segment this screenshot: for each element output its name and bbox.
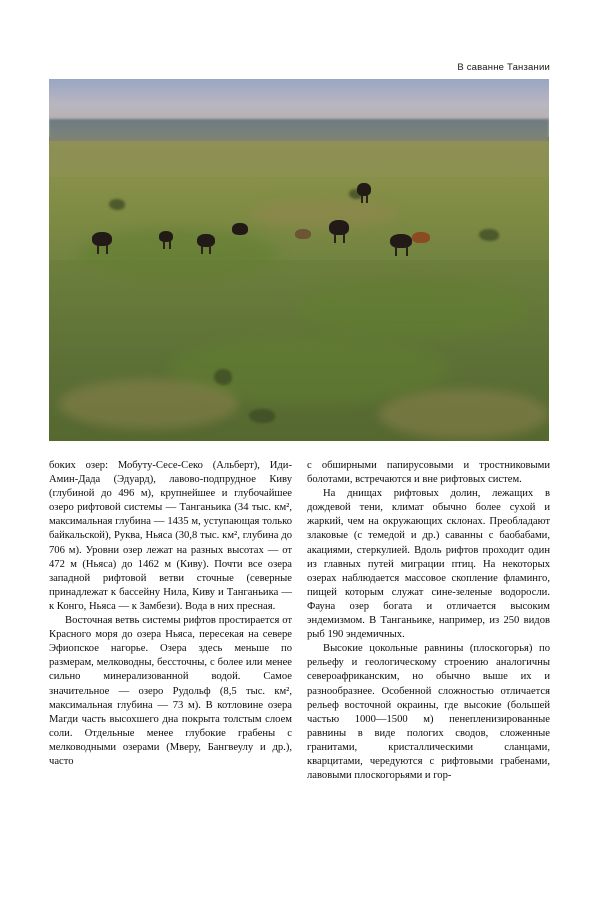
photo-animal-leg — [209, 246, 211, 254]
photo-animal-leg — [395, 247, 397, 256]
photo-bush — [214, 369, 232, 385]
savanna-photo — [49, 79, 549, 441]
photo-animal — [412, 232, 430, 243]
photo-animal — [390, 234, 412, 248]
photo-animal — [197, 234, 215, 247]
photo-animal-leg — [343, 234, 345, 243]
photo-animal-leg — [366, 195, 368, 203]
photo-bush — [109, 199, 125, 210]
paragraph: с обширными папирусовыми и тростниковыми болотами, встречаются и вне рифтовых систем. — [307, 460, 550, 486]
photo-animal-leg — [163, 241, 165, 249]
body-column-right — [307, 459, 550, 783]
figure-caption: В саванне Танзании — [457, 62, 550, 73]
paragraph: Высокие цокольные равнины (плоскогорья) по рельефу и геологическому строению аналогичны североафриканским, но обычно выше их и разнообразнее. Особенной сложностью отличается рельеф восточной окраины, где высокие (большей частью 1000—1500 м) пенепленизированные равнины в виде пологих сводов, сложенные гранитами, кристаллическими сланцами, кварцитами, чередуются с рифтовыми грабенами, лавовыми плоскогорьями и гор- — [307, 643, 550, 782]
photo-animal — [329, 220, 349, 235]
photo-animal-leg — [169, 241, 171, 249]
photo-grass-patch — [299, 279, 529, 339]
photo-animal-leg — [361, 195, 363, 203]
photo-animal-leg — [406, 247, 408, 256]
photo-dirt-patch — [379, 389, 549, 439]
photo-animal-leg — [334, 234, 336, 243]
photo-bush — [479, 229, 499, 241]
photo-animal-leg — [106, 245, 108, 254]
body-column-left — [49, 459, 292, 769]
paragraph: На днищах рифтовых долин, лежащих в дождевой тени, климат обычно более сухой и жаркий, чем на окружающих склонах. Преобладают злаковые (с темедой и др.) саванны с баобабами, акациями, стеркулией. Вдоль рифтов проходит один из главных путей миграции птиц. На некоторых озерах наблюдается массовое скопление фламинго, пищей которым служат сине-зеленые водоросли. Фауна озер богата и отличается высоким эндемизмом. В Танганьике, например, из 250 видов рыб 190 эндемичных. — [307, 488, 550, 641]
photo-animal — [232, 223, 248, 235]
photo-animal — [295, 229, 311, 239]
photo-dirt-patch — [59, 379, 239, 429]
photo-animal — [357, 183, 371, 196]
paragraph: Восточная ветвь системы рифтов простирается от Красного моря до озера Ньяса, пересекая на севере Эфиопское нагорье. Озера здесь меньше по размерам, мелководны, бессточны, с более или менее сильно минерализованной водой. Самое значительное — озеро Рудольф (8,5 тыс. км², максимальная глубина — 73 м). В котловине озера Магди часть высохшего дна покрыта толстым слоем соли. Отдельные менее глубокие грабены с мелководными озерами (Мверу, Бангвеулу и др.), часто — [49, 615, 292, 767]
photo-animal-leg — [97, 245, 99, 254]
photo-bush — [249, 409, 275, 423]
photo-dirt-patch — [249, 199, 399, 229]
photo-animal — [92, 235, 100, 241]
photo-animal-leg — [201, 246, 203, 254]
paragraph: боких озер: Мобуту-Сесе-Секо (Альберт), Иди-Амин-Дада (Эдуард), лавово-подпрудное Киву (глубиной до 496 м), крупнейшее и глубочайшее озеро рифтовой системы — Танганьика (34 тыс. км², максимальная глубина — 1435 м, уступающая только байкальской), Руква, Ньяса (30,8 тыс. км², глубина до 706 м). Уровни озер лежат на разных высотах — от 472 м (Ньяса) до 1462 м (Киву). Почти все озера западной рифтовой ветви сточные (северные принадлежат к бассейну Нила, Киву и Танганьика — к Конго, Ньяса — к Замбези). Вода в них пресная. — [49, 460, 292, 612]
